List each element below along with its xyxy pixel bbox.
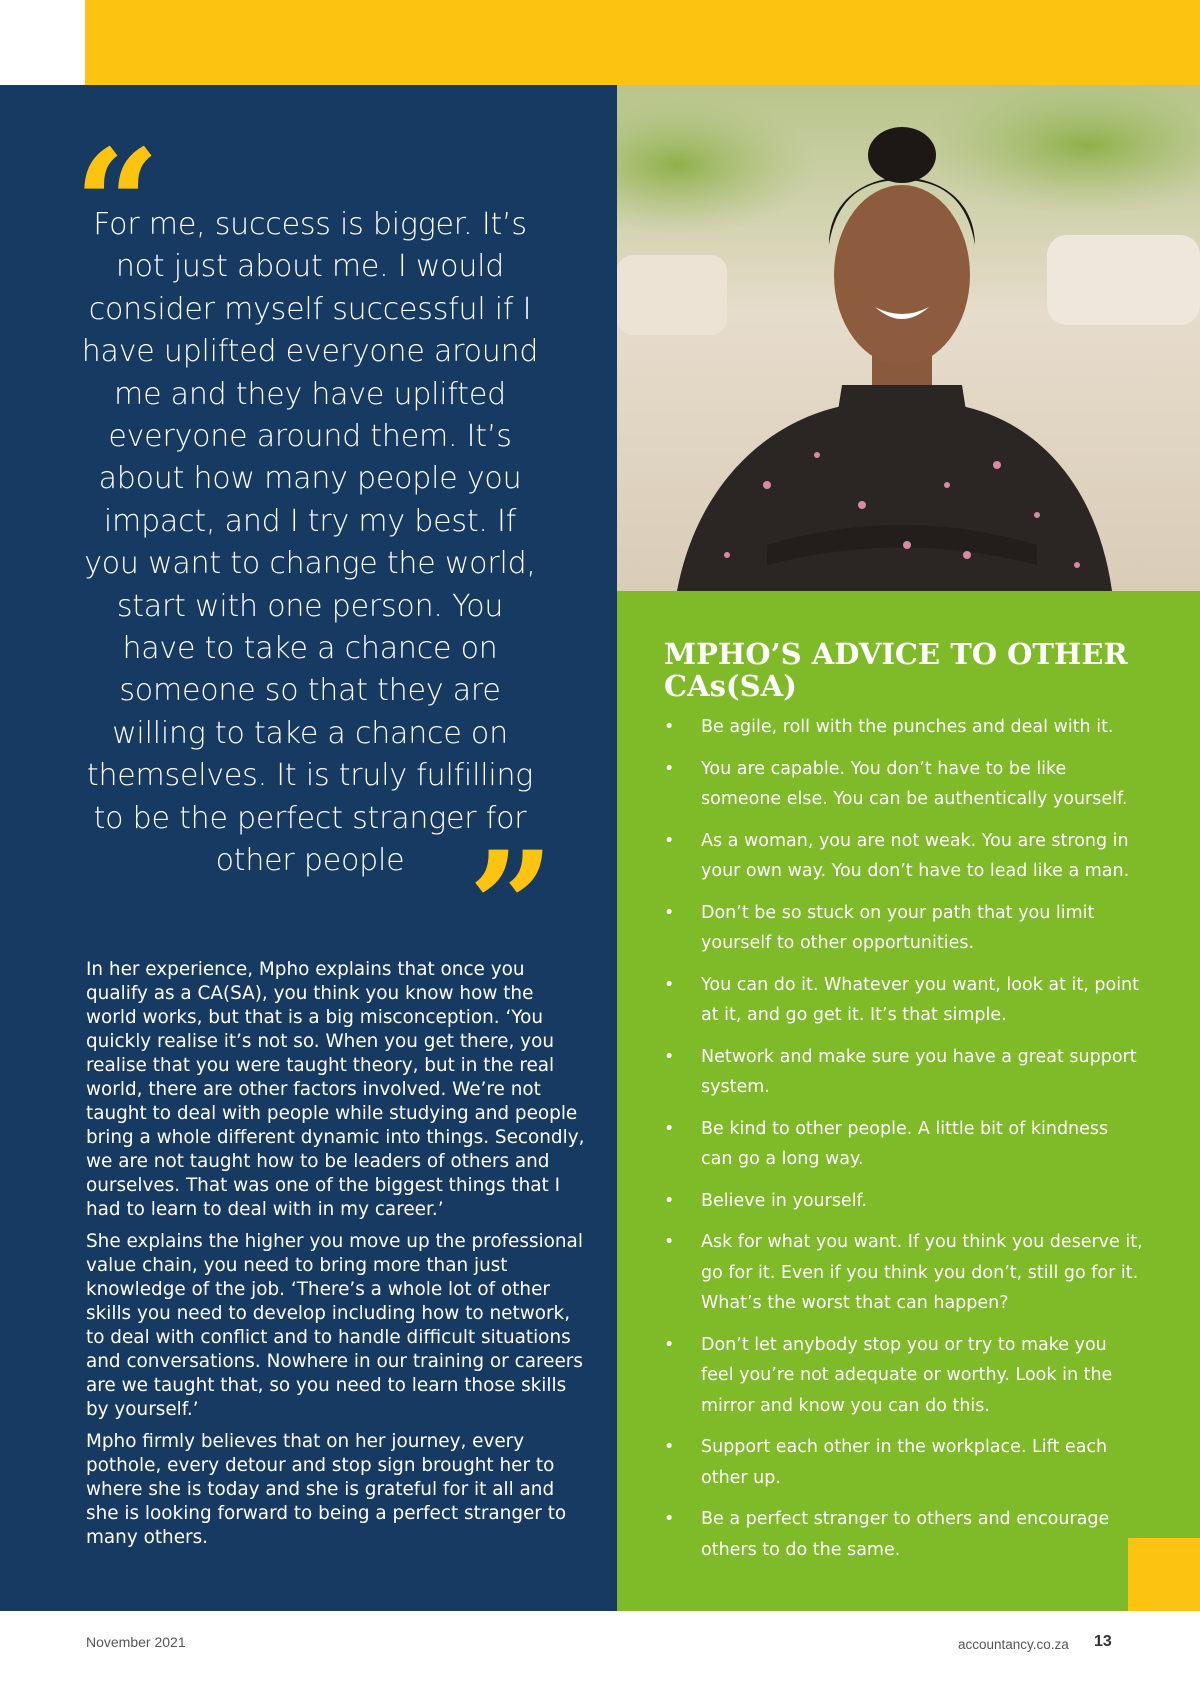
advice-heading: MPHO’S ADVICE TO OTHER CAs(SA) [664,637,1128,703]
pull-quote: For me, success is bigger. It’s not just about me. I would consider myself successful if I have uplifted everyone around me and they have uplifted everyone around them. It’s about how many people you impact, and I try my best. If you want to change the world, start with one person. You have to take a chance on someone so that they are willing to take a chance on themselves. It is truly fulfilling to be the perfect stranger for other people [81,207,539,879]
advice-item [664,1330,1144,1422]
page-number: 13 [1094,1633,1112,1650]
advice-item [664,1186,1144,1217]
portrait-illustration [617,85,1200,591]
advice-item-text: Be agile, roll with the punches and deal with it. [701,717,1114,737]
body-paragraph-3: Mpho firmly believes that on her journey, every pothole, every detour and stop sign brought her to where she is today and she is grateful for it all and she is looking forward to being a perfect stranger to many others. [86,1431,567,1548]
bullet-icon: • [664,717,675,737]
advice-item [664,712,1144,743]
bullet-icon: • [664,830,675,851]
bullet-icon: • [664,1509,675,1529]
advice-item-text: Be kind to other people. A little bit of kindness can go a long way. [701,1118,1109,1169]
bullet-icon: • [664,1190,675,1211]
advice-item-text: Don’t be so stuck on your path that you limit yourself to other opportunities. [701,902,1095,953]
bullet-icon: • [664,1118,675,1139]
bullet-icon: • [664,758,675,779]
advice-item [664,826,1144,887]
advice-item [664,754,1144,815]
bullet-icon: • [664,1437,675,1457]
advice-item-text: Support each other in the workplace. Lift each other up. [701,1437,1108,1488]
bullet-icon: • [664,1046,675,1067]
advice-item [664,1042,1144,1103]
bullet-icon: • [664,974,675,995]
top-accent-bar [85,0,1200,85]
portrait-photo [617,85,1200,591]
open-quote-mark: “ [74,117,161,293]
advice-item-text: You can do it. Whatever you want, look at it, point at it, and go get it. It’s that simple. [701,974,1140,1025]
advice-item-text: You are capable. You don’t have to be like someone else. You can be authentically yourself. [701,758,1128,809]
body-paragraph-2: She explains the higher you move up the professional value chain, you need to bring more than just knowledge of the job. ‘There’s a whole lot of other skills you need to develop including how to network, to deal with conflict and to handle difficult situations and conversations. Nowhere in our training or careers are we taught that, so you need to learn those skills by yourself.’ [86,1231,583,1420]
advice-item-text: Be a perfect stranger to others and encourage others to do the same. [701,1509,1110,1560]
footer-date: November 2021 [86,1634,186,1650]
body-paragraph-1: In her experience, Mpho explains that once you qualify as a CA(SA), you think you know how the world works, but that is a big misconception. ‘You quickly realise it’s not so. When you get there, you realise that you were taught theory, but in the real world, there are other factors involved. We’re not taught to deal with people while studying and people bring a whole different dynamic into things. Secondly, we are not taught how to be leaders of others and ourselves. That was one of the biggest things that I had to learn to deal with in my career.’ [86,959,585,1220]
article-body [86,958,586,1558]
advice-item-text: Network and make sure you have a great support system. [701,1046,1137,1097]
footer-site-link[interactable]: accountancy.co.za [958,1637,1069,1652]
advice-item-text: Don’t let anybody stop you or try to make you feel you’re not adequate or worthy. Look in the mirror and know you can do this. [701,1334,1113,1416]
advice-item [664,1227,1144,1319]
advice-item-text: Ask for what you want. If you think you deserve it, go for it. Even if you think you don’t, still go for it. What’s the worst that can happen? [701,1232,1143,1313]
advice-item [664,970,1144,1031]
close-quote-mark: ” [468,819,555,995]
advice-item [664,1114,1144,1175]
advice-item [664,898,1144,959]
advice-item [664,1504,1144,1565]
advice-list [664,712,1144,1576]
advice-item-text: As a woman, you are not weak. You are strong in your own way. You don’t have to lead like a man. [701,830,1130,881]
bullet-icon: • [664,1334,675,1355]
bullet-icon: • [664,902,675,923]
advice-item-text: Believe in yourself. [701,1190,868,1211]
bullet-icon: • [664,1232,675,1252]
advice-item [664,1432,1144,1493]
